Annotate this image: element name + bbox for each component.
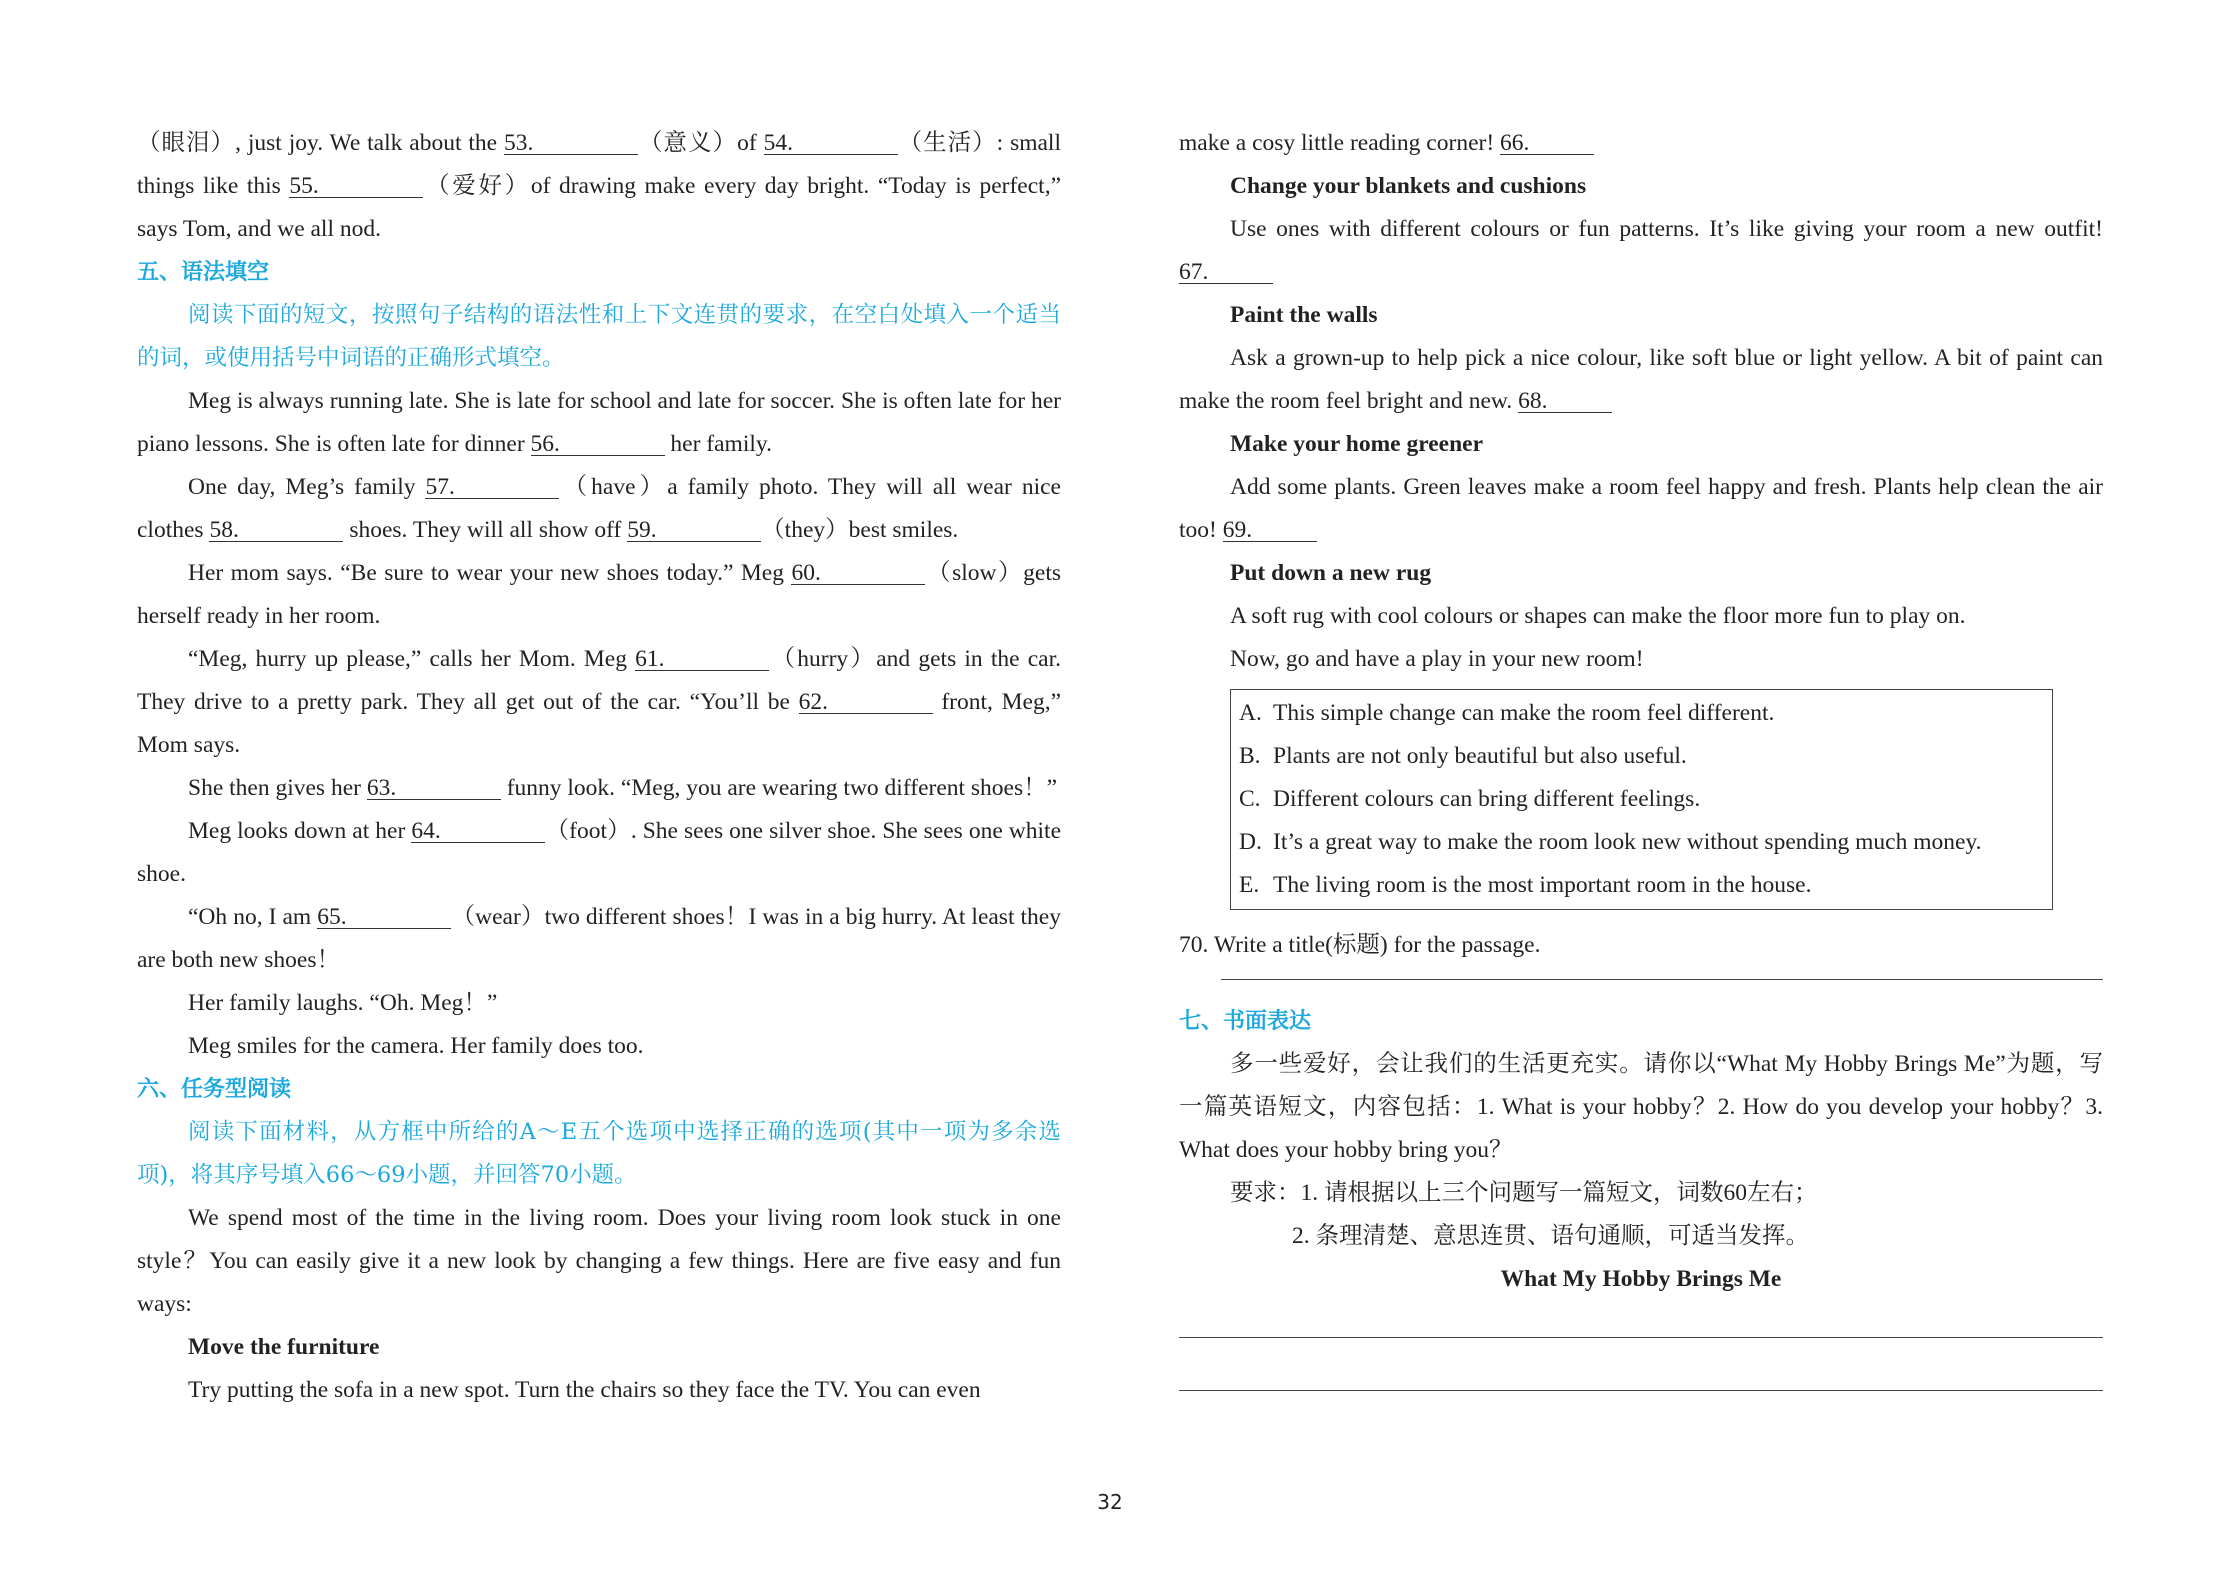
blank-53[interactable]: 53. (504, 132, 638, 155)
subheading-blankets: Change your blankets and cushions (1230, 173, 1587, 199)
paragraph: Use ones with different colours or fun patterns. It’s like giving your room a new outfit! 67. (1179, 216, 2103, 285)
right-column (1179, 122, 2103, 1391)
page-number: 32 (1097, 1490, 1123, 1514)
section-5-instruction: 阅读下面的短文，按照句子结构的语法性和上下文连贯的要求，在空白处填入一个适当的词，或使用括号中词语的正确形式填空。 (137, 302, 1061, 371)
question-70: 70. Write a title(标题) for the passage. (1179, 932, 1541, 958)
paragraph: Ask a grown-up to help pick a nice colour, like soft blue or light yellow. A bit of paint can make the room feel bright and new. 68. (1179, 345, 2103, 414)
paragraph: Try putting the sofa in a new spot. Turn the chairs so they face the TV. You can even (188, 1377, 981, 1403)
option-b[interactable]: B. Plants are not only beautiful but also useful. (1239, 743, 1687, 769)
paragraph: Her mom says. “Be sure to wear your new shoes today.” Meg 60. （slow）gets herself ready in her room. (137, 560, 1061, 629)
essay-title: What My Hobby Brings Me (1500, 1266, 1782, 1292)
paragraph: She then gives her 63. funny look. “Meg, you are wearing two different shoes！” (188, 775, 1058, 801)
option-e[interactable]: E. The living room is the most important room in the house. (1239, 872, 1812, 898)
paragraph: Meg smiles for the camera. Her family does too. (188, 1033, 644, 1059)
blank-65[interactable]: 65. (317, 906, 451, 929)
subheading-greener: Make your home greener (1230, 431, 1484, 457)
section-heading-6: 六、任务型阅读 (137, 1077, 292, 1102)
blank-64[interactable]: 64. (411, 820, 545, 843)
blank-63[interactable]: 63. (367, 777, 501, 800)
option-c[interactable]: C. Different colours can bring different feelings. (1239, 786, 1701, 812)
options-box (1230, 689, 2053, 910)
blank-59[interactable]: 59. (627, 519, 761, 542)
blank-69[interactable]: 69. (1223, 519, 1317, 542)
writing-line[interactable] (1179, 1390, 2103, 1391)
option-d[interactable]: D. It’s a great way to make the room look new without spending much money. (1239, 829, 1982, 855)
left-column (137, 122, 1061, 1412)
blank-68[interactable]: 68. (1518, 390, 1612, 413)
paragraph: Meg looks down at her 64. （foot）. She sees one silver shoe. She sees one white shoe. (137, 818, 1062, 887)
paragraph: Her family laughs. “Oh. Meg！” (188, 990, 498, 1016)
requirement-2: 2. 条理清楚、意思连贯、语句通顺，可适当发挥。 (1292, 1223, 1809, 1249)
section-heading-7: 七、书面表达 (1179, 1009, 1312, 1034)
section-7-prompt: 多一些爱好，会让我们的生活更充实。请你以“What My Hobby Brings Me”为题，写一篇英语短文，内容包括：1. What is your hobby？2. How do you develop your hobby？3. What does your hobby bring you？ (1179, 1051, 2103, 1163)
blank-62[interactable]: 62. (799, 691, 933, 714)
blank-61[interactable]: 61. (635, 648, 769, 671)
option-a[interactable]: A. This simple change can make the room feel different. (1239, 700, 1775, 726)
blank-55[interactable]: 55. (289, 175, 423, 198)
paragraph: A soft rug with cool colours or shapes can make the floor more fun to play on. (1230, 603, 1966, 629)
blank-66[interactable]: 66. (1500, 132, 1594, 155)
answer-line-70[interactable] (1221, 979, 2103, 980)
blank-67[interactable]: 67. (1179, 261, 1273, 284)
subheading-move-furniture: Move the furniture (188, 1334, 380, 1360)
paragraph: Add some plants. Green leaves make a room feel happy and fresh. Plants help clean the air too! 69. (1179, 474, 2103, 543)
paragraph: Now, go and have a play in your new room! (1230, 646, 1644, 672)
paragraph: We spend most of the time in the living room. Does your living room look stuck in one style？You can easily give it a new look by changing a few things. Here are five easy and fun ways: (137, 1205, 1061, 1317)
paragraph: Meg is always running late. She is late for school and late for soccer. She is often late for her piano lessons. She is often late for dinner 56. her family. (137, 388, 1061, 457)
blank-54[interactable]: 54. (764, 132, 898, 155)
subheading-walls: Paint the walls (1230, 302, 1378, 328)
paragraph: “Meg, hurry up please,” calls her Mom. Meg 61. （hurry）and gets in the car. They drive to a pretty park. They all get out of the car. “You’ll be 62. front, Meg,” Mom says. (137, 646, 1061, 758)
blank-58[interactable]: 58. (209, 519, 343, 542)
continuation-paragraph: （眼泪）, just joy. We talk about the 53. （意义）of 54. （生活）: small things like this 55. （爱好）of drawing make every day bright. “Today is perfect,” says Tom, and we all nod. (137, 130, 1061, 242)
section-heading-5: 五、语法填空 (137, 260, 270, 285)
paragraph: One day, Meg’s family 57. （have）a family photo. They will all wear nice clothes 58. shoes. They will all show off 59. （they）best smiles. (137, 474, 1061, 543)
blank-60[interactable]: 60. (791, 562, 925, 585)
writing-line[interactable] (1179, 1337, 2103, 1338)
blank-56[interactable]: 56. (531, 433, 665, 456)
requirement-1: 要求：1. 请根据以上三个问题写一篇短文，词数60左右； (1230, 1180, 1818, 1206)
section-6-instruction: 阅读下面材料，从方框中所给的A～E五个选项中选择正确的选项(其中一项为多余选项)，将其序号填入66～69小题，并回答70小题。 (137, 1119, 1061, 1188)
blank-57[interactable]: 57. (425, 476, 559, 499)
paragraph: make a cosy little reading corner! 66. (1179, 122, 2103, 165)
subheading-rug: Put down a new rug (1230, 560, 1432, 586)
paragraph: “Oh no, I am 65. （wear）two different shoes！I was in a big hurry. At least they are both new shoes！ (137, 904, 1061, 973)
